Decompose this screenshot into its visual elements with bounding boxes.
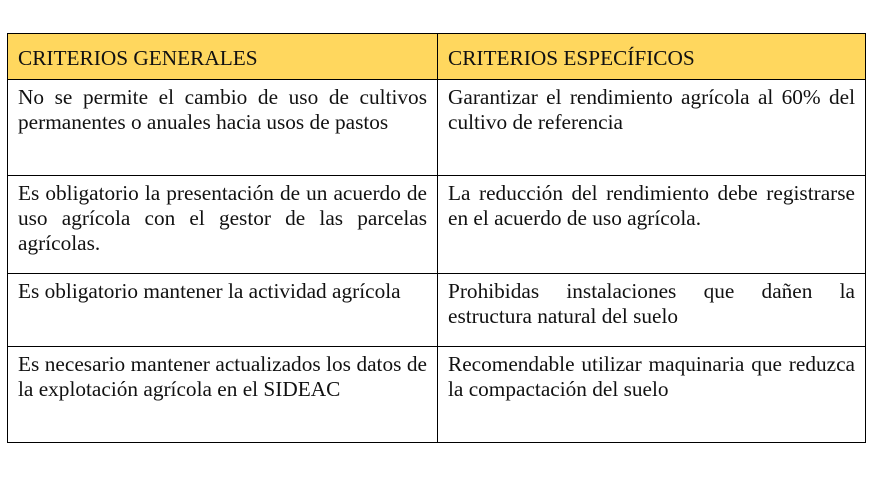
- table-body: [8, 80, 866, 443]
- cell-specific: Prohibidas instalaciones que dañen la estructura natural del suelo: [438, 274, 866, 347]
- cell-general: Es obligatorio la presentación de un acuerdo de uso agrícola con el gestor de las parcelas agrícolas.: [8, 176, 438, 274]
- cell-specific: Recomendable utilizar maquinaria que reduzca la compactación del suelo: [438, 347, 866, 443]
- header-criterios-especificos: CRITERIOS ESPECÍFICOS: [438, 34, 866, 80]
- table-row: [8, 176, 866, 274]
- table-header: [8, 34, 866, 80]
- header-criterios-generales: CRITERIOS GENERALES: [8, 34, 438, 80]
- criteria-table: [7, 33, 866, 443]
- table-row: [8, 80, 866, 176]
- cell-specific: La reducción del rendimiento debe registrarse en el acuerdo de uso agrícola.: [438, 176, 866, 274]
- cell-general: Es obligatorio mantener la actividad agrícola: [8, 274, 438, 347]
- cell-general: No se permite el cambio de uso de cultivos permanentes o anuales hacia usos de pastos: [8, 80, 438, 176]
- header-row: [8, 34, 866, 80]
- cell-general: Es necesario mantener actualizados los datos de la explotación agrícola en el SIDEAC: [8, 347, 438, 443]
- table-row: [8, 274, 866, 347]
- cell-specific: Garantizar el rendimiento agrícola al 60% del cultivo de referencia: [438, 80, 866, 176]
- table-row: [8, 347, 866, 443]
